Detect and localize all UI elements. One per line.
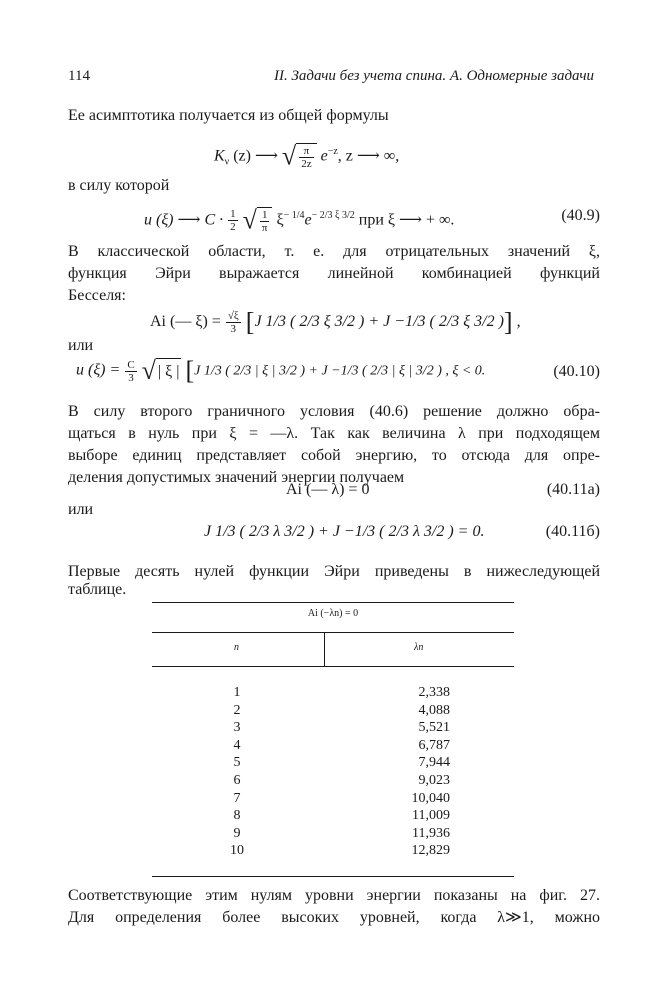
eq-k-sub: ν xyxy=(224,156,230,168)
page-header xyxy=(68,68,602,92)
table-cell-lambda: 7,944 xyxy=(418,755,450,771)
eq-k-tail: , z ⟶ ∞, xyxy=(337,147,400,165)
table-cell-n: 3 xyxy=(233,720,241,736)
table-column-n xyxy=(222,684,252,860)
table-cell-lambda: 11,009 xyxy=(412,808,450,824)
word-or-1: или xyxy=(68,337,94,354)
table-column-divider xyxy=(324,632,325,666)
eq409-e-exp: − 2/3 ξ 3/2 xyxy=(311,210,355,221)
eq409-tail: при ξ ⟶ + ∞. xyxy=(354,211,455,229)
paragraph-levels-l2: Для определения более высоких уровней, когда λ≫1, можно xyxy=(68,909,600,926)
table-top-rule xyxy=(152,602,514,603)
equation-40-11a: Ai (— λ) = 0 xyxy=(286,481,370,498)
equation-bessel-k xyxy=(214,140,399,175)
paragraph-by-which: в силу которой xyxy=(68,177,170,194)
eq-k-den: 2z xyxy=(301,158,312,171)
table-cell-lambda: 12,829 xyxy=(411,843,450,859)
equation-40-9 xyxy=(144,204,454,234)
eq-number-40-9: (40.9) xyxy=(561,207,600,224)
eq409-sqrt: √ $\frac{1}{\pi}$ xyxy=(243,207,273,234)
table-cell-lambda: 11,936 xyxy=(412,825,450,841)
paragraph-boundary-l2: щаться в нуль при ξ = —λ. Так как величина λ при подходящем xyxy=(68,425,600,442)
table-cell-n: 1 xyxy=(233,685,241,700)
eq4010-sqrt: √ | ξ | xyxy=(141,356,180,385)
table-cell-lambda: 10,040 xyxy=(411,790,450,806)
table-cell-lambda: 5,521 xyxy=(418,720,450,736)
table-cell-n: 4 xyxy=(233,737,241,753)
paragraph-classical-l1: В классической области, т. е. для отрицательных значений ξ, xyxy=(68,243,600,260)
paragraph-classical-l2: функция Эйри выражается линейной комбинацией функций xyxy=(68,265,600,282)
paragraph-boundary-l3: выборе единиц представляет собой энергию, то отсюда для опре- xyxy=(68,447,600,464)
eqai-body: J 1/3 ( 2/3 ξ 3/2 ) + J −1/3 ( 2/3 ξ 3/2 ) xyxy=(254,313,504,331)
eq-number-40-11a: (40.11а) xyxy=(546,481,600,498)
eqai-lhs: Ai (— ξ) = xyxy=(150,313,225,331)
eq-k-num: π xyxy=(299,145,313,158)
table-cell-n: 7 xyxy=(233,790,241,806)
eq-number-40-10: (40.10) xyxy=(553,363,600,380)
table-cell-lambda: 4,088 xyxy=(418,702,450,718)
eq409-lhs: u (ξ) ⟶ C · xyxy=(144,211,228,229)
table-header-rule xyxy=(152,632,514,633)
paragraph-boundary-l1: В силу второго граничного условия (40.6) решение должно обра- xyxy=(68,403,600,420)
paragraph-asymptotic: Ее асимптотика получается из общей формулы xyxy=(68,107,389,124)
paragraph-classical-l3: Бесселя: xyxy=(68,287,126,304)
eqai-den: 3 xyxy=(230,323,237,335)
page-number: 114 xyxy=(68,68,90,84)
paragraph-levels-l1: Соответствующие этим нулям уровни энергии показаны на фиг. 27. xyxy=(68,887,600,904)
eq4010-num: C xyxy=(127,358,135,371)
eq4010-lhs: u (ξ) = xyxy=(76,361,125,379)
table-cell-n: 5 xyxy=(233,755,241,771)
eqai-num: √ξ xyxy=(227,310,239,322)
paragraph-table-intro-l2: таблице. xyxy=(68,581,127,598)
paragraph-boundary-l4: деления допустимых значений энергии получаем xyxy=(68,469,405,486)
table-cell-n: 8 xyxy=(233,808,241,824)
table-cell-lambda: 6,787 xyxy=(418,737,450,753)
equation-airy-bessel: Ai (— ξ) = $\frac{√\xi}{3}$ [J 1/3 ( 2/3 ξ 3/2 ) + J −1/3 ( 2/3 ξ 3/2 )] , xyxy=(150,307,521,337)
eq4010-body: J 1/3 ( 2/3 | ξ | 3/2 ) + J −1/3 ( 2/3 | ξ | 3/2 ) , ξ < 0. xyxy=(194,363,486,379)
eq-number-40-11b: (40.11б) xyxy=(545,523,600,540)
eq409-xi-exp: − 1/4 xyxy=(283,210,305,221)
table-header-n: n xyxy=(234,642,239,653)
eq4010-den: 3 xyxy=(128,371,134,384)
eq409-e: e xyxy=(304,211,312,229)
eq-k-exp-base: e xyxy=(320,147,328,165)
word-or-2: или xyxy=(68,501,94,518)
eq-k-symbol: K xyxy=(214,147,225,165)
table-subheader-rule xyxy=(152,666,514,667)
equation-40-11b xyxy=(204,520,484,544)
paragraph-table-intro-l1: Первые десять нулей функции Эйри приведены в нижеследующей xyxy=(68,563,600,580)
eq409-pi-den: π xyxy=(261,222,268,235)
table-cell-n: 9 xyxy=(233,825,241,841)
table-header-lambda: λn xyxy=(414,642,424,653)
table-cell-lambda: 9,023 xyxy=(418,772,450,788)
table-cell-n: 2 xyxy=(233,702,241,718)
table-cell-n: 10 xyxy=(230,843,244,859)
eq409-xi: ξ xyxy=(272,211,284,229)
eq-k-exp: −z xyxy=(327,146,338,157)
table-cell-n: 6 xyxy=(233,772,241,788)
eq-k-sqrt: √ $\frac{\pi}{2z}$ xyxy=(282,143,317,170)
table-title: Ai (−λn) = 0 xyxy=(307,608,359,619)
table-bottom-rule xyxy=(152,876,514,877)
eq409-half-den: 2 xyxy=(230,221,236,234)
eq409-pi-num: 1 xyxy=(260,209,270,222)
eq-k-arg: (z) ⟶ xyxy=(229,147,282,165)
eq4010-sqrt-body: | ξ | xyxy=(156,358,182,384)
eq409-half-num: 1 xyxy=(230,208,236,221)
eq4011b-body: J 1/3 ( 2/3 λ 3/2 ) + J −1/3 ( 2/3 λ 3/2 ) = 0. xyxy=(204,523,485,540)
running-title: II. Задачи без учета спина. А. Одномерные задачи xyxy=(273,68,594,84)
equation-40-10: u (ξ) = $\frac{C}{3}$ √ | ξ | [J 1/3 ( 2/3 | ξ | 3/2 ) + J −1/3 ( 2/3 | ξ | 3/2 ) , ξ < 0. xyxy=(76,356,486,385)
table-column-lambda xyxy=(380,684,450,860)
table-cell-lambda: 2,338 xyxy=(418,685,450,700)
